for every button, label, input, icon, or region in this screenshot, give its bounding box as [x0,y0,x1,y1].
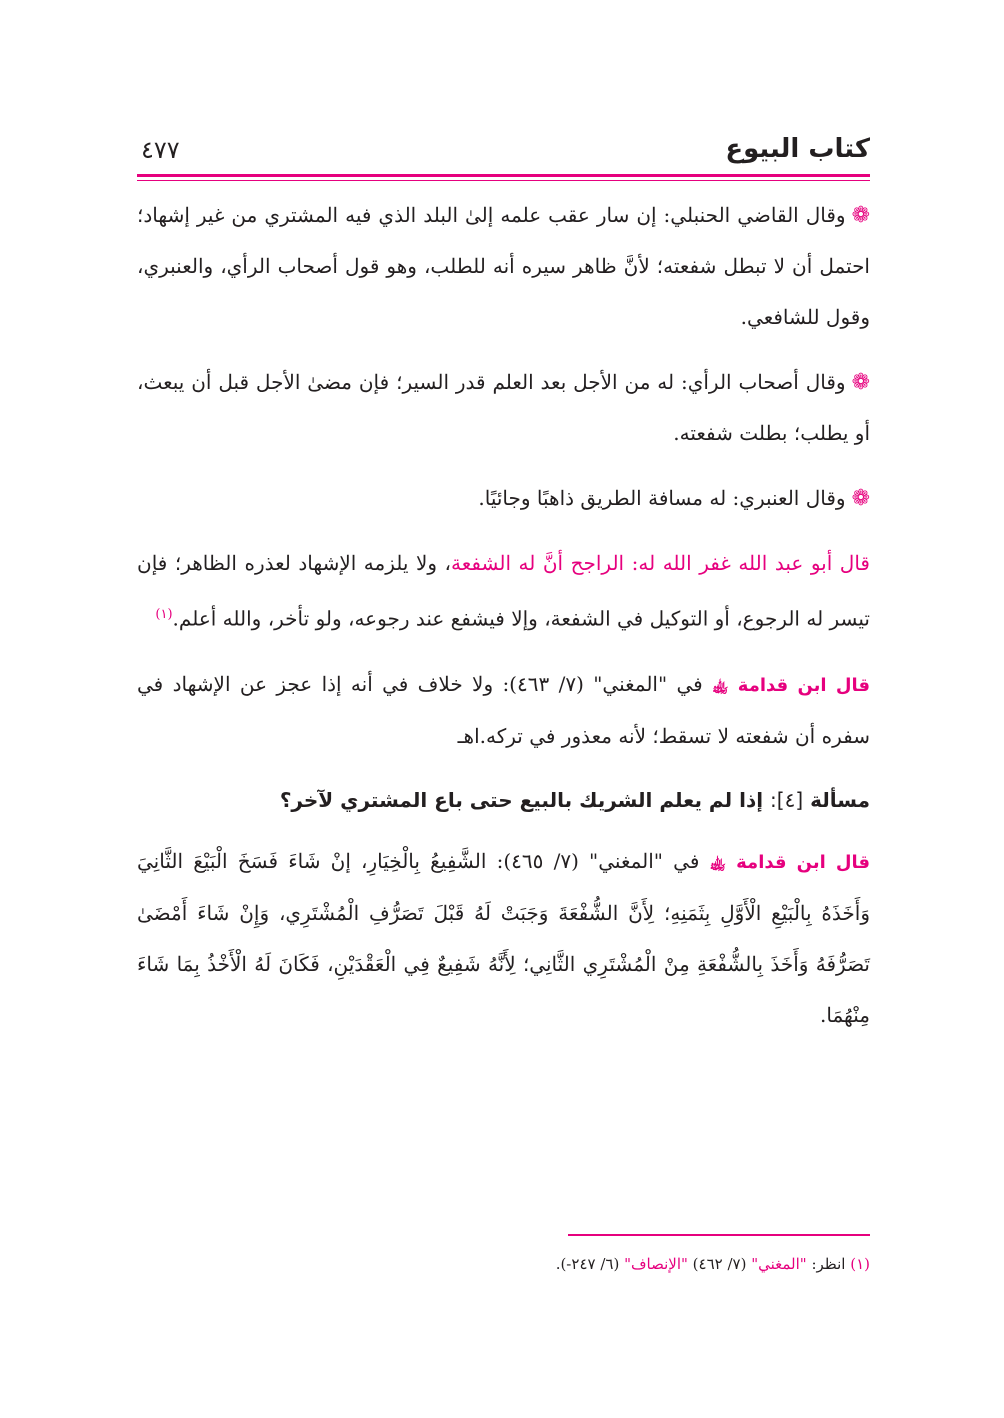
paragraph-text: في "المغني" (٧/ ٤٦٣): ولا خلاف في أنه إذا عجز عن الإشهاد في سفره أن شفعته لا تسقط؛ لأنه معذور في تركه.اهـ [137,671,870,748]
paragraph-anbari [137,473,870,524]
issue-title: إذا لم يعلم الشريك بالبيع حتى باع المشتري لآخر؟ [279,787,771,812]
footnote-source-insaf: "الإنصاف" [624,1255,688,1273]
flower-ornament-icon: ❁ [851,203,870,228]
paragraph-ibn-qudama-1 [137,659,870,762]
paragraph-text: في "المغني" (٧/ ٤٦٥): الشَّفِيعُ بِالْخِيَارِ، إنْ شَاءَ فَسَخَ الْبَيْعَ الثَّانِيَ وَأَخَذَهُ بِالْبَيْعِ الْأَوَّلِ بِثَمَنِهِ؛ لِأَنَّ الشُّفْعَةَ وَجَبَتْ لَهُ قَبْلَ تَصَرُّفِ الْمُشْتَرِي، وَإِنْ شَاءَ أَمْضَىٰ تَصَرُّفَهُ وَأَخَذَ بِالشُّفْعَةِ مِنْ الْمُشْتَرِي الثَّانِي؛ لِأَنَّهُ شَفِيعٌ فِي الْعَقْدَيْنِ، فَكَانَ لَهُ الْأَخْذُ بِمَا شَاءَ مِنْهُمَا. [137,848,870,1027]
footnote-text: انظر: [806,1255,851,1273]
chapter-title: كتاب البيوع [725,134,870,164]
header-rule-thin [137,180,870,181]
quoted-scholar: قال ابن قدامة ﵀ [712,674,870,696]
footnote [137,1252,870,1276]
footnote-reference[interactable]: (١) [155,607,173,622]
footnote-text: (٧/ ٤٦٢) [687,1255,752,1273]
issue-label: مسألة [810,787,870,812]
header-rule-thick [137,174,870,177]
paragraph-text: وقال أصحاب الرأي: له من الأجل بعد العلم قدر السير؛ فإن مضىٰ الأجل قبل أن يبعث، أو يطلب؛ بطلت شفعته. [137,370,870,445]
issue-heading [137,776,870,824]
paragraph-text: وقال القاضي الحنبلي: إن سار عقب علمه إلىٰ البلد الذي فيه المشتري من غير إشهاد؛ احتمل أن لا تبطل شفعته؛ لأنَّ ظاهر سيره أنه للطلب، وهو قول أصحاب الرأي، والعنبري، وقول للشافعي. [137,203,870,329]
running-header [137,130,870,174]
footnote-marker: (١) [850,1255,870,1273]
footnote-separator [568,1234,870,1236]
paragraph-author-opinion [137,538,870,645]
paragraph-qadi-hanbali [137,190,870,343]
main-text [137,190,870,1055]
paragraph-ibn-qudama-2 [137,836,870,1041]
footnote-source-mughni: "المغني" [751,1255,807,1273]
paragraph-text: ، ولا يلزمه الإشهاد لعذره الظاهر؛ فإن تيسر له الرجوع، أو التوكيل في الشفعة، وإلا فيشفع عند رجوعه، ولو تأخر، والله أعلم. [137,551,870,631]
author-opinion-lead: قال أبو عبد الله غفر الله له: الراجح أنَّ له الشفعة [451,551,870,575]
paragraph-ashab-alray [137,357,870,459]
page-number: ٤٧٧ [141,136,180,164]
quoted-scholar: قال ابن قدامة ﵀ [709,851,871,873]
flower-ornament-icon: ❁ [851,370,870,395]
paragraph-text: وقال العنبري: له مسافة الطريق ذاهبًا وجائيًا. [478,486,846,510]
issue-number: [٤]: [770,787,804,812]
footnote-text: (٦/ ٢٤٧-). [555,1255,625,1273]
flower-ornament-icon: ❁ [851,486,870,511]
